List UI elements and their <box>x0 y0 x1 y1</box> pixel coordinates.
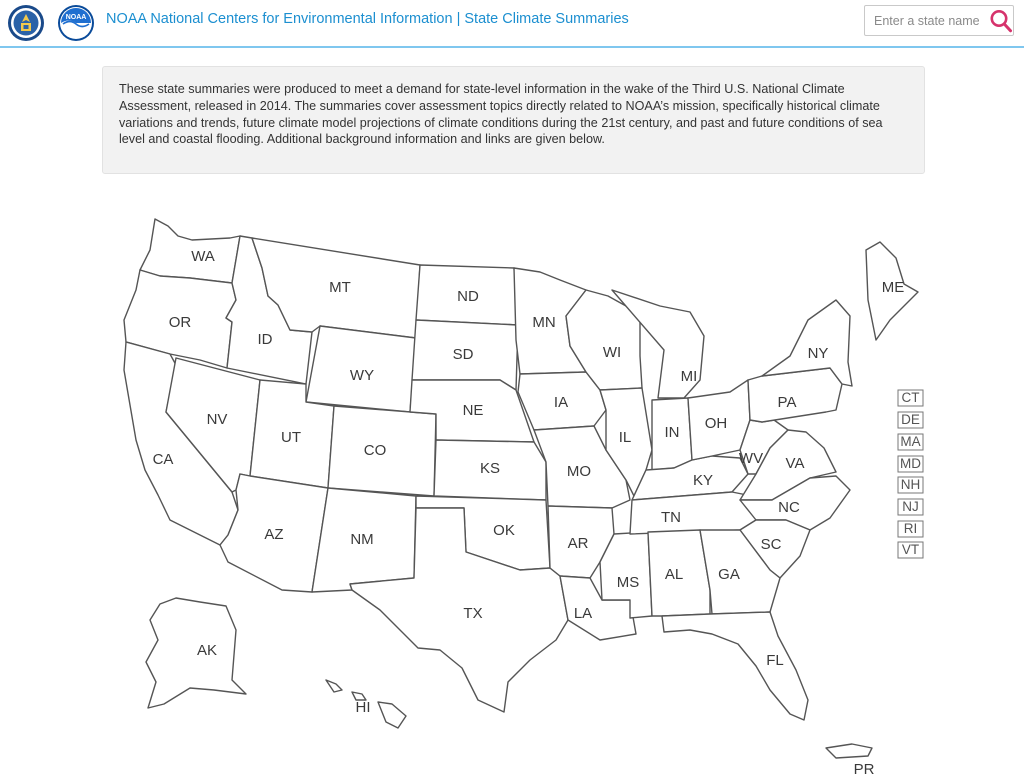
small-state-buttons <box>898 390 923 558</box>
state-label-la[interactable]: LA <box>573 604 593 622</box>
state-label-ms[interactable]: MS <box>616 573 640 591</box>
state-label-pr[interactable]: PR <box>853 760 875 778</box>
state-label-ne[interactable]: NE <box>462 401 484 419</box>
state-label-nm[interactable]: NM <box>350 530 374 548</box>
small-state-vt[interactable] <box>898 542 923 558</box>
state-label-ak[interactable]: AK <box>196 641 218 659</box>
state-label-wa[interactable]: WA <box>191 247 215 265</box>
state-label-fl[interactable]: FL <box>766 651 784 669</box>
small-state-label-nj[interactable]: NJ <box>902 499 919 515</box>
small-state-ct[interactable] <box>898 390 923 406</box>
state-label-al[interactable]: AL <box>664 565 684 583</box>
state-label-sd[interactable]: SD <box>452 345 474 363</box>
state-fl[interactable] <box>662 612 808 720</box>
state-wa[interactable] <box>140 219 240 283</box>
small-state-de[interactable] <box>898 412 923 428</box>
state-label-oh[interactable]: OH <box>704 414 728 432</box>
state-label-ar[interactable]: AR <box>567 534 589 552</box>
small-state-md[interactable] <box>898 456 923 472</box>
state-label-tx[interactable]: TX <box>463 604 483 622</box>
state-label-ia[interactable]: IA <box>553 393 569 411</box>
state-label-ga[interactable]: GA <box>718 565 740 583</box>
svg-text:NOAA: NOAA <box>65 14 87 21</box>
small-state-ri[interactable] <box>898 521 923 537</box>
state-label-mn[interactable]: MN <box>532 313 556 331</box>
state-label-va[interactable]: VA <box>785 454 805 472</box>
state-label-co[interactable]: CO <box>363 441 387 459</box>
state-label-ut[interactable]: UT <box>281 428 301 446</box>
intro-text: These state summaries were produced to meet a demand for state-level information in the wake of the Third U.S. National Climate Assessment, released in 2014. The summaries cover assessment topics directly related to NOAA’s mission, specifically historical climate variations and trends, future climate model projections of climate conditions during the 21st century, and past and future conditions of sea level and coastal flooding. Additional background information and links are given below. <box>119 82 883 147</box>
state-label-in[interactable]: IN <box>664 423 680 441</box>
state-label-pa[interactable]: PA <box>777 393 797 411</box>
state-label-nv[interactable]: NV <box>206 410 228 428</box>
state-label-wv[interactable]: WV <box>738 449 764 467</box>
state-label-nc[interactable]: NC <box>778 498 800 516</box>
state-label-nd[interactable]: ND <box>457 287 479 305</box>
state-label-mo[interactable]: MO <box>566 462 592 480</box>
state-label-id[interactable]: ID <box>257 330 273 348</box>
state-label-mt[interactable]: MT <box>329 278 351 296</box>
state-label-wy[interactable]: WY <box>349 366 375 384</box>
state-label-hi[interactable]: HI <box>355 698 371 716</box>
state-pr[interactable] <box>826 744 872 758</box>
state-label-me[interactable]: ME <box>881 278 905 296</box>
state-label-az[interactable]: AZ <box>264 525 284 543</box>
small-state-label-md[interactable]: MD <box>900 456 921 472</box>
state-label-ok[interactable]: OK <box>493 521 515 539</box>
small-state-label-ma[interactable]: MA <box>900 434 921 450</box>
state-label-ky[interactable]: KY <box>692 471 714 489</box>
state-label-mi[interactable]: MI <box>680 367 698 385</box>
state-label-tn[interactable]: TN <box>661 508 681 526</box>
small-state-label-vt[interactable]: VT <box>901 542 920 558</box>
small-state-nj[interactable] <box>898 499 923 515</box>
state-label-sc[interactable]: SC <box>760 535 782 553</box>
small-state-ma[interactable] <box>898 434 923 450</box>
small-state-label-ct[interactable]: CT <box>901 390 920 406</box>
state-shapes <box>124 219 921 758</box>
site-title-link[interactable]: NOAA National Centers for Environmental Information | State Climate Summaries <box>106 11 629 27</box>
small-state-label-nh[interactable]: NH <box>900 477 921 493</box>
state-label-wi[interactable]: WI <box>602 343 622 361</box>
small-state-label-ri[interactable]: RI <box>903 521 918 537</box>
state-label-ca[interactable]: CA <box>152 450 174 468</box>
state-label-il[interactable]: IL <box>618 428 632 446</box>
small-state-nh[interactable] <box>898 477 923 493</box>
small-state-label-de[interactable]: DE <box>901 412 920 428</box>
state-label-ny[interactable]: NY <box>807 344 829 362</box>
state-label-ks[interactable]: KS <box>479 459 501 477</box>
state-label-or[interactable]: OR <box>168 313 192 331</box>
